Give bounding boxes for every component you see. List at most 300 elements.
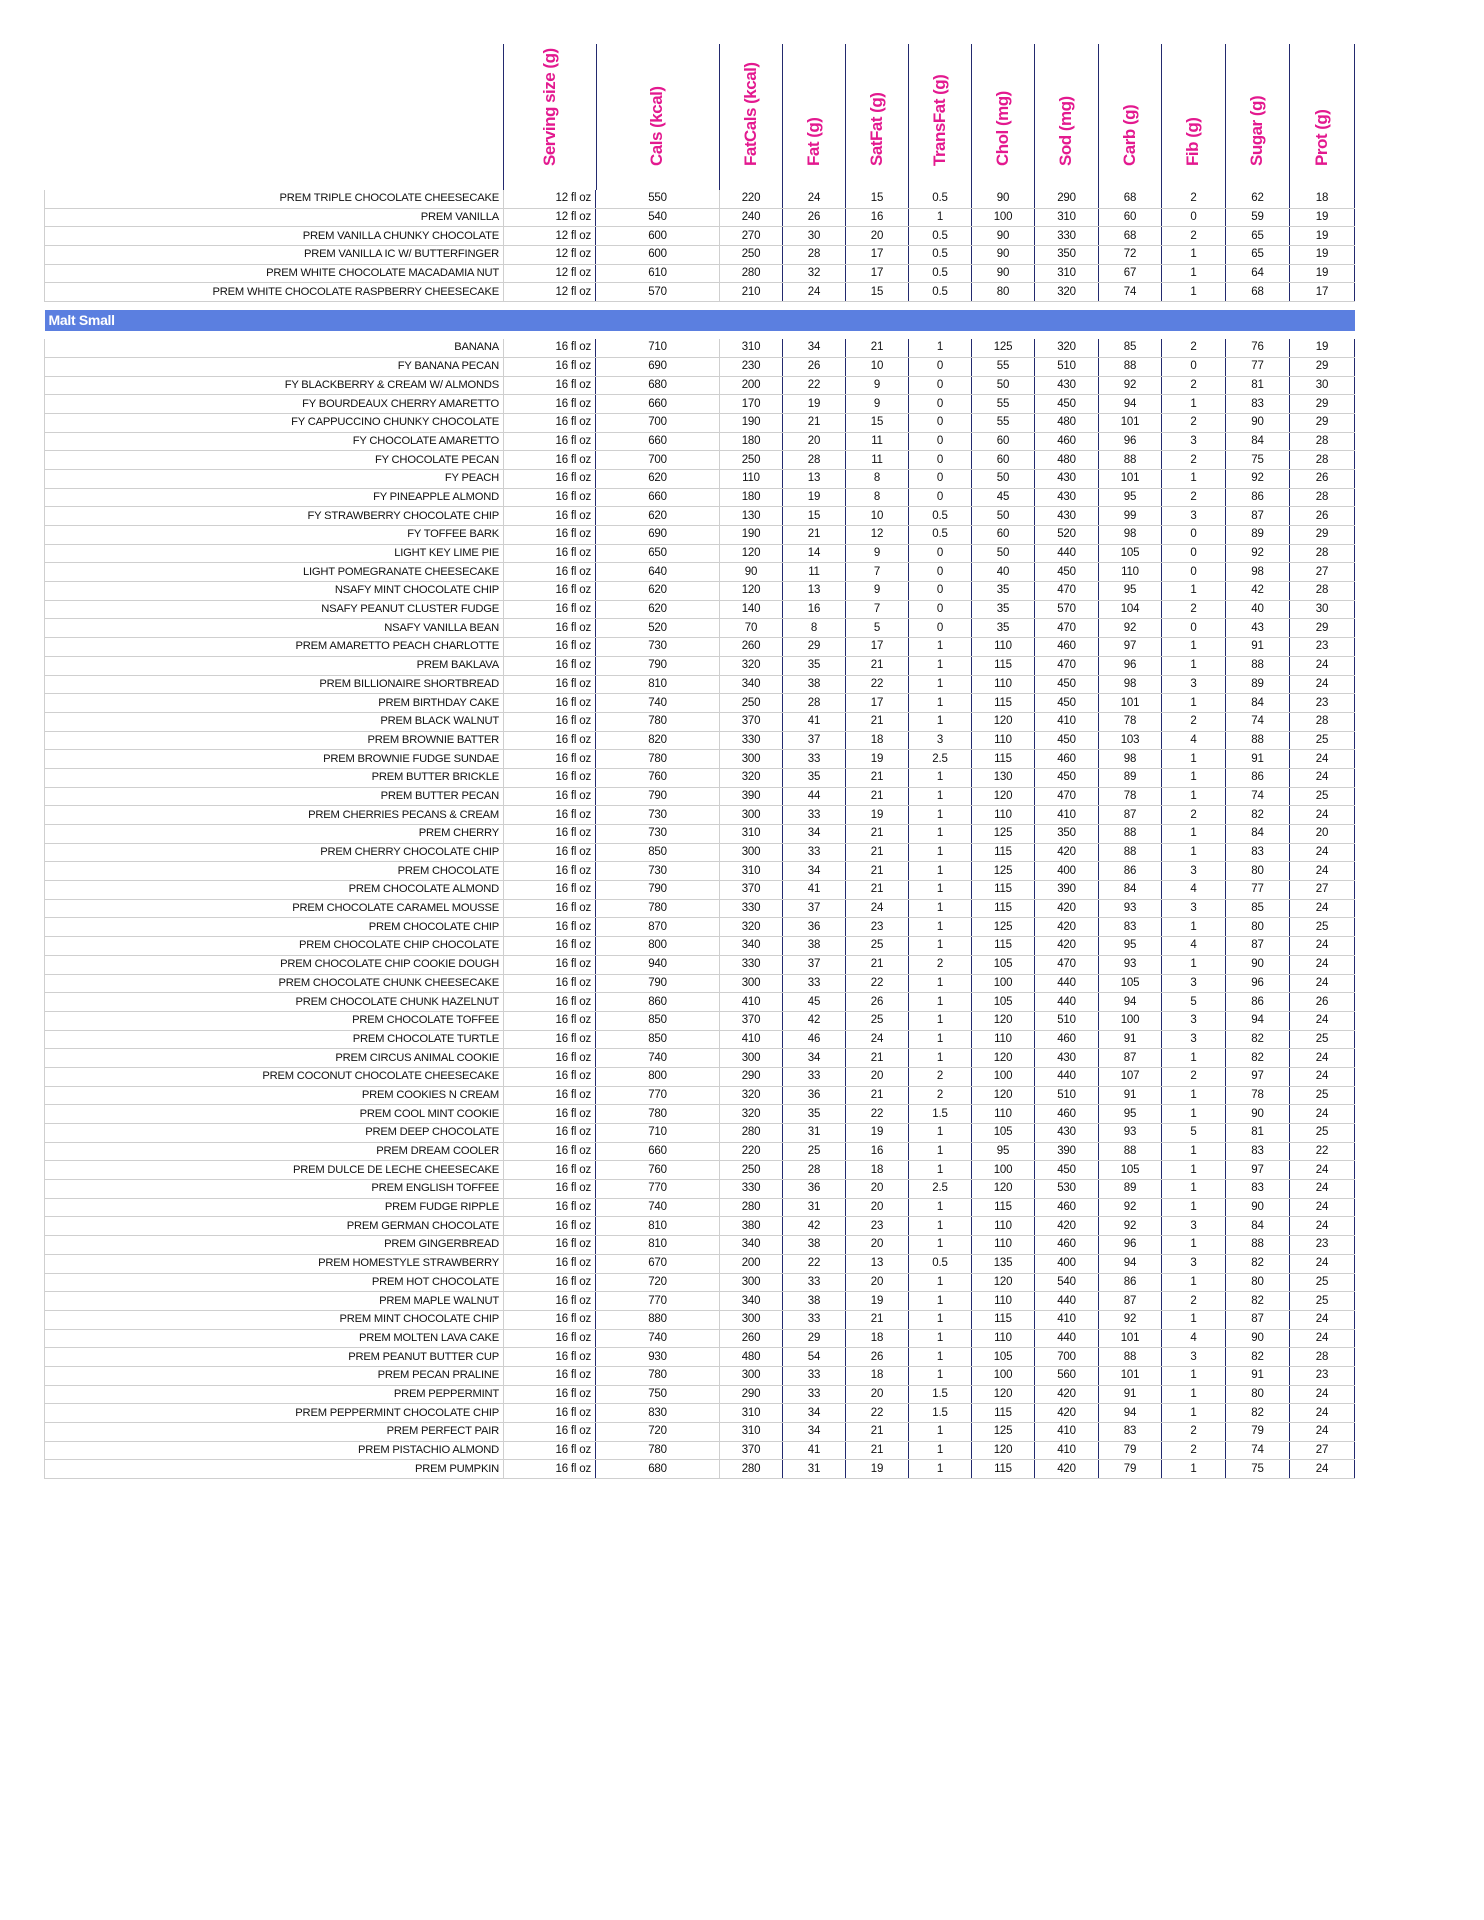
item-name-cell: PREM DEEP CHOCOLATE (45, 1124, 504, 1143)
item-name-cell: NSAFY PEANUT CLUSTER FUDGE (45, 600, 504, 619)
value-cell: 110 (972, 1329, 1035, 1348)
value-cell: 83 (1226, 1180, 1290, 1199)
value-cell: 410 (720, 1030, 783, 1049)
value-cell: 43 (1226, 619, 1290, 638)
value-cell: 100 (972, 1366, 1035, 1385)
value-cell: 24 (1290, 806, 1355, 825)
value-cell: 1 (1162, 1105, 1226, 1124)
value-cell: 0 (909, 600, 972, 619)
value-cell: 1 (909, 1142, 972, 1161)
value-cell: 101 (1099, 1329, 1162, 1348)
value-cell: 100 (972, 1067, 1035, 1086)
table-row (45, 1011, 1355, 1030)
value-cell: 2 (1162, 339, 1226, 357)
serving-size-cell: 16 fl oz (504, 376, 596, 395)
value-cell: 98 (1099, 675, 1162, 694)
value-cell: 84 (1226, 432, 1290, 451)
value-cell: 88 (1226, 731, 1290, 750)
value-cell: 1 (909, 1124, 972, 1143)
value-cell: 82 (1226, 1030, 1290, 1049)
value-cell: 2 (1162, 712, 1226, 731)
value-cell: 90 (972, 190, 1035, 208)
table-row (45, 955, 1355, 974)
value-cell: 1 (909, 1441, 972, 1460)
column-header-label: Prot (g) (1311, 109, 1331, 166)
value-cell: 340 (720, 937, 783, 956)
value-cell: 0 (909, 488, 972, 507)
item-name-cell: PREM BUTTER BRICKLE (45, 768, 504, 787)
value-cell: 0.5 (909, 507, 972, 526)
value-cell: 1 (909, 1460, 972, 1479)
value-cell: 680 (596, 376, 720, 395)
value-cell: 1 (909, 712, 972, 731)
value-cell: 430 (1035, 469, 1099, 488)
table-row (45, 1236, 1355, 1255)
value-cell: 83 (1226, 1142, 1290, 1161)
serving-size-cell: 16 fl oz (504, 1366, 596, 1385)
value-cell: 91 (1226, 750, 1290, 769)
serving-size-cell: 16 fl oz (504, 1030, 596, 1049)
value-cell: 810 (596, 1217, 720, 1236)
item-name-cell: PREM CHOCOLATE CHIP COOKIE DOUGH (45, 955, 504, 974)
item-name-cell: FY CAPPUCCINO CHUNKY CHOCOLATE (45, 413, 504, 432)
serving-size-cell: 16 fl oz (504, 619, 596, 638)
item-name-cell: FY BLACKBERRY & CREAM W/ ALMONDS (45, 376, 504, 395)
table-row (45, 1161, 1355, 1180)
value-cell: 1 (909, 1217, 972, 1236)
value-cell: 110 (972, 806, 1035, 825)
table-row (45, 582, 1355, 601)
value-cell: 85 (1226, 899, 1290, 918)
value-cell: 31 (783, 1198, 846, 1217)
value-cell: 420 (1035, 1460, 1099, 1479)
value-cell: 24 (1290, 750, 1355, 769)
value-cell: 90 (1226, 1198, 1290, 1217)
value-cell: 19 (846, 1460, 909, 1479)
value-cell: 33 (783, 843, 846, 862)
value-cell: 16 (783, 600, 846, 619)
value-cell: 310 (720, 1423, 783, 1442)
item-name-cell: PREM PUMPKIN (45, 1460, 504, 1479)
value-cell: 720 (596, 1423, 720, 1442)
value-cell: 940 (596, 955, 720, 974)
value-cell: 74 (1099, 283, 1162, 302)
value-cell: 340 (720, 1236, 783, 1255)
item-name-cell: PREM PISTACHIO ALMOND (45, 1441, 504, 1460)
value-cell: 800 (596, 937, 720, 956)
value-cell: 1 (1162, 469, 1226, 488)
value-cell: 120 (972, 1273, 1035, 1292)
value-cell: 440 (1035, 993, 1099, 1012)
value-cell: 600 (596, 246, 720, 265)
value-cell: 1 (909, 694, 972, 713)
value-cell: 24 (1290, 1161, 1355, 1180)
value-cell: 31 (783, 1124, 846, 1143)
serving-size-cell: 16 fl oz (504, 488, 596, 507)
value-cell: 98 (1099, 750, 1162, 769)
value-cell: 19 (846, 1124, 909, 1143)
value-cell: 96 (1099, 1236, 1162, 1255)
value-cell: 21 (846, 1423, 909, 1442)
value-cell: 2 (1162, 1423, 1226, 1442)
value-cell: 20 (846, 1385, 909, 1404)
value-cell: 88 (1099, 843, 1162, 862)
value-cell: 21 (846, 825, 909, 844)
item-name-cell: PREM CHERRY CHOCOLATE CHIP (45, 843, 504, 862)
table-row (45, 600, 1355, 619)
value-cell: 420 (1035, 843, 1099, 862)
value-cell: 440 (1035, 1067, 1099, 1086)
column-header (908, 44, 972, 190)
value-cell: 0 (909, 451, 972, 470)
value-cell: 33 (783, 806, 846, 825)
column-header (1098, 44, 1162, 190)
value-cell: 24 (1290, 656, 1355, 675)
value-cell: 90 (972, 227, 1035, 246)
item-name-cell: FY TOFFEE BARK (45, 526, 504, 545)
value-cell: 25 (1290, 918, 1355, 937)
value-cell: 95 (1099, 1105, 1162, 1124)
value-cell: 190 (720, 526, 783, 545)
value-cell: 33 (783, 1067, 846, 1086)
value-cell: 29 (783, 1329, 846, 1348)
table-row (45, 1385, 1355, 1404)
value-cell: 430 (1035, 1049, 1099, 1068)
value-cell: 1 (909, 918, 972, 937)
serving-size-cell: 16 fl oz (504, 918, 596, 937)
value-cell: 3 (1162, 1011, 1226, 1030)
value-cell: 105 (1099, 974, 1162, 993)
value-cell: 17 (846, 694, 909, 713)
value-cell: 790 (596, 787, 720, 806)
value-cell: 1 (1162, 1180, 1226, 1199)
item-name-cell: PREM BILLIONAIRE SHORTBREAD (45, 675, 504, 694)
value-cell: 2 (1162, 806, 1226, 825)
value-cell: 30 (1290, 600, 1355, 619)
value-cell: 21 (846, 843, 909, 862)
table-row (45, 918, 1355, 937)
value-cell: 1 (909, 675, 972, 694)
value-cell: 24 (1290, 955, 1355, 974)
serving-size-cell: 16 fl oz (504, 451, 596, 470)
value-cell: 45 (783, 993, 846, 1012)
value-cell: 28 (1290, 488, 1355, 507)
item-name-cell: PREM CIRCUS ANIMAL COOKIE (45, 1049, 504, 1068)
table-row (45, 1198, 1355, 1217)
value-cell: 19 (1290, 208, 1355, 227)
value-cell: 1 (1162, 1236, 1226, 1255)
value-cell: 390 (1035, 1142, 1099, 1161)
value-cell: 8 (783, 619, 846, 638)
value-cell: 110 (972, 1292, 1035, 1311)
column-header (782, 44, 846, 190)
serving-size-cell: 16 fl oz (504, 1105, 596, 1124)
column-header (845, 44, 909, 190)
serving-size-cell: 16 fl oz (504, 432, 596, 451)
serving-size-cell: 16 fl oz (504, 526, 596, 545)
value-cell: 60 (972, 432, 1035, 451)
value-cell: 310 (1035, 208, 1099, 227)
value-cell: 20 (783, 432, 846, 451)
column-header-label: SatFat (g) (866, 92, 886, 166)
value-cell: 42 (783, 1217, 846, 1236)
value-cell: 87 (1099, 1292, 1162, 1311)
serving-size-cell: 16 fl oz (504, 1236, 596, 1255)
value-cell: 92 (1226, 544, 1290, 563)
value-cell: 130 (720, 507, 783, 526)
value-cell: 5 (1162, 1124, 1226, 1143)
value-cell: 94 (1226, 1011, 1290, 1030)
value-cell: 50 (972, 544, 1035, 563)
value-cell: 79 (1099, 1460, 1162, 1479)
value-cell: 18 (846, 1161, 909, 1180)
item-name-cell: PREM CHOCOLATE CHUNK HAZELNUT (45, 993, 504, 1012)
value-cell: 450 (1035, 675, 1099, 694)
value-cell: 70 (720, 619, 783, 638)
value-cell: 450 (1035, 768, 1099, 787)
value-cell: 250 (720, 451, 783, 470)
value-cell: 0 (1162, 619, 1226, 638)
value-cell: 740 (596, 694, 720, 713)
value-cell: 25 (1290, 787, 1355, 806)
value-cell: 17 (846, 638, 909, 657)
value-cell: 0.5 (909, 283, 972, 302)
value-cell: 21 (846, 656, 909, 675)
value-cell: 850 (596, 843, 720, 862)
value-cell: 25 (783, 1142, 846, 1161)
value-cell: 10 (846, 357, 909, 376)
value-cell: 28 (1290, 712, 1355, 731)
value-cell: 300 (720, 974, 783, 993)
value-cell: 390 (1035, 881, 1099, 900)
value-cell: 87 (1099, 806, 1162, 825)
value-cell: 28 (1290, 582, 1355, 601)
table-row (45, 1254, 1355, 1273)
value-cell: 410 (720, 993, 783, 1012)
value-cell: 370 (720, 881, 783, 900)
value-cell: 82 (1226, 1292, 1290, 1311)
value-cell: 730 (596, 862, 720, 881)
item-name-cell: PREM BROWNIE BATTER (45, 731, 504, 750)
table-row (45, 227, 1355, 246)
value-cell: 0.5 (909, 190, 972, 208)
value-cell: 24 (1290, 1049, 1355, 1068)
value-cell: 27 (1290, 563, 1355, 582)
value-cell: 280 (720, 1198, 783, 1217)
value-cell: 25 (1290, 731, 1355, 750)
item-name-cell: PREM PECAN PRALINE (45, 1366, 504, 1385)
value-cell: 18 (846, 731, 909, 750)
value-cell: 280 (720, 1124, 783, 1143)
item-name-cell: PREM PEPPERMINT CHOCOLATE CHIP (45, 1404, 504, 1423)
value-cell: 96 (1099, 432, 1162, 451)
value-cell: 33 (783, 1385, 846, 1404)
value-cell: 86 (1099, 1273, 1162, 1292)
value-cell: 34 (783, 862, 846, 881)
value-cell: 7 (846, 600, 909, 619)
serving-size-cell: 16 fl oz (504, 1404, 596, 1423)
item-name-cell: PREM BIRTHDAY CAKE (45, 694, 504, 713)
value-cell: 510 (1035, 357, 1099, 376)
value-cell: 29 (1290, 619, 1355, 638)
value-cell: 1 (1162, 1273, 1226, 1292)
item-name-cell: NSAFY MINT CHOCOLATE CHIP (45, 582, 504, 601)
value-cell: 780 (596, 1366, 720, 1385)
value-cell: 83 (1099, 1423, 1162, 1442)
value-cell: 410 (1035, 806, 1099, 825)
value-cell: 1 (1162, 1198, 1226, 1217)
table-row (45, 787, 1355, 806)
value-cell: 650 (596, 544, 720, 563)
value-cell: 320 (720, 768, 783, 787)
value-cell: 250 (720, 694, 783, 713)
table-row (45, 1124, 1355, 1143)
value-cell: 310 (720, 339, 783, 357)
item-name-cell: PREM CHERRIES PECANS & CREAM (45, 806, 504, 825)
value-cell: 660 (596, 488, 720, 507)
value-cell: 600 (596, 227, 720, 246)
value-cell: 95 (1099, 582, 1162, 601)
value-cell: 65 (1226, 246, 1290, 265)
value-cell: 21 (846, 339, 909, 357)
value-cell: 92 (1226, 469, 1290, 488)
value-cell: 24 (1290, 1105, 1355, 1124)
value-cell: 460 (1035, 1030, 1099, 1049)
value-cell: 34 (783, 1423, 846, 1442)
value-cell: 760 (596, 768, 720, 787)
value-cell: 430 (1035, 488, 1099, 507)
value-cell: 480 (720, 1348, 783, 1367)
value-cell: 21 (846, 1441, 909, 1460)
value-cell: 24 (1290, 1385, 1355, 1404)
item-name-cell: PREM MOLTEN LAVA CAKE (45, 1329, 504, 1348)
value-cell: 67 (1099, 264, 1162, 283)
serving-size-cell: 16 fl oz (504, 806, 596, 825)
column-header-label: Sod (mg) (1056, 96, 1075, 166)
table-row (45, 619, 1355, 638)
item-name-cell: PREM MINT CHOCOLATE CHIP (45, 1310, 504, 1329)
value-cell: 21 (846, 862, 909, 881)
serving-size-cell: 16 fl oz (504, 1086, 596, 1105)
value-cell: 470 (1035, 656, 1099, 675)
column-header (1225, 44, 1290, 190)
value-cell: 480 (1035, 451, 1099, 470)
column-header-label: Serving size (g) (540, 48, 559, 166)
value-cell: 24 (1290, 1198, 1355, 1217)
item-name-cell: PREM BLACK WALNUT (45, 712, 504, 731)
item-name-cell: FY PINEAPPLE ALMOND (45, 488, 504, 507)
value-cell: 13 (783, 469, 846, 488)
serving-size-cell: 16 fl oz (504, 357, 596, 376)
value-cell: 92 (1099, 1217, 1162, 1236)
value-cell: 100 (1099, 1011, 1162, 1030)
value-cell: 570 (1035, 600, 1099, 619)
value-cell: 1 (1162, 955, 1226, 974)
value-cell: 84 (1099, 881, 1162, 900)
serving-size-cell: 16 fl oz (504, 1385, 596, 1404)
serving-size-cell: 12 fl oz (504, 283, 596, 302)
value-cell: 510 (1035, 1011, 1099, 1030)
value-cell: 1 (1162, 1460, 1226, 1479)
value-cell: 88 (1099, 825, 1162, 844)
value-cell: 90 (1226, 1105, 1290, 1124)
value-cell: 190 (720, 413, 783, 432)
value-cell: 81 (1226, 376, 1290, 395)
value-cell: 310 (720, 862, 783, 881)
value-cell: 21 (846, 1049, 909, 1068)
value-cell: 330 (720, 899, 783, 918)
value-cell: 90 (720, 563, 783, 582)
value-cell: 2 (1162, 190, 1226, 208)
serving-size-cell: 16 fl oz (504, 1011, 596, 1030)
item-name-cell: PREM CHOCOLATE CARAMEL MOUSSE (45, 899, 504, 918)
value-cell: 320 (720, 918, 783, 937)
value-cell: 24 (783, 283, 846, 302)
value-cell: 26 (783, 208, 846, 227)
table-row (45, 451, 1355, 470)
value-cell: 250 (720, 246, 783, 265)
value-cell: 45 (972, 488, 1035, 507)
value-cell: 93 (1099, 955, 1162, 974)
value-cell: 3 (1162, 507, 1226, 526)
serving-size-cell: 16 fl oz (504, 1273, 596, 1292)
value-cell: 93 (1099, 1124, 1162, 1143)
value-cell: 300 (720, 806, 783, 825)
value-cell: 35 (972, 619, 1035, 638)
serving-size-cell: 16 fl oz (504, 507, 596, 526)
serving-size-cell: 16 fl oz (504, 413, 596, 432)
value-cell: 28 (783, 451, 846, 470)
value-cell: 88 (1226, 1236, 1290, 1255)
value-cell: 62 (1226, 190, 1290, 208)
serving-size-cell: 16 fl oz (504, 768, 596, 787)
serving-size-cell: 16 fl oz (504, 974, 596, 993)
value-cell: 300 (720, 1049, 783, 1068)
value-cell: 107 (1099, 1067, 1162, 1086)
table-row (45, 544, 1355, 563)
value-cell: 65 (1226, 227, 1290, 246)
value-cell: 89 (1099, 768, 1162, 787)
serving-size-cell: 16 fl oz (504, 1049, 596, 1068)
value-cell: 76 (1226, 339, 1290, 357)
value-cell: 24 (1290, 862, 1355, 881)
value-cell: 120 (972, 1011, 1035, 1030)
value-cell: 220 (720, 1142, 783, 1161)
value-cell: 26 (846, 993, 909, 1012)
value-cell: 1 (1162, 825, 1226, 844)
value-cell: 1 (1162, 283, 1226, 302)
value-cell: 290 (720, 1385, 783, 1404)
value-cell: 20 (846, 1180, 909, 1199)
value-cell: 21 (846, 768, 909, 787)
value-cell: 110 (972, 1105, 1035, 1124)
value-cell: 17 (846, 246, 909, 265)
value-cell: 82 (1226, 1254, 1290, 1273)
value-cell: 94 (1099, 1404, 1162, 1423)
table-row (45, 395, 1355, 414)
value-cell: 690 (596, 526, 720, 545)
value-cell: 780 (596, 1441, 720, 1460)
value-cell: 750 (596, 1385, 720, 1404)
table-row (45, 1086, 1355, 1105)
column-header-label: Fib (g) (1183, 117, 1202, 166)
value-cell: 440 (1035, 1329, 1099, 1348)
value-cell: 120 (972, 1441, 1035, 1460)
value-cell: 310 (720, 825, 783, 844)
value-cell: 28 (1290, 432, 1355, 451)
value-cell: 95 (972, 1142, 1035, 1161)
value-cell: 115 (972, 1310, 1035, 1329)
